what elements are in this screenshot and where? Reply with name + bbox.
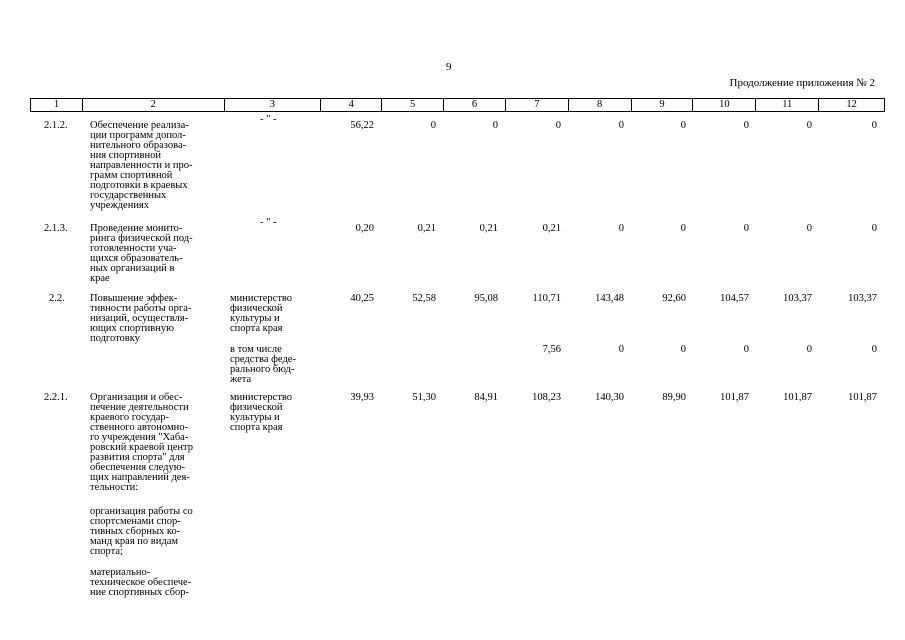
row-name: Обеспечение реализа- ции программ допол- нительного образова- ния спортивной направленности и про- грамм спортивной подготовки в краевых государственных учреждениях [90, 120, 193, 211]
value-col-12: 0 [871, 120, 877, 131]
table-header [30, 98, 885, 112]
value-col-5: 51,30 [412, 392, 436, 403]
sub-value-col-8: 0 [618, 344, 624, 355]
value-col-7: 110,71 [532, 293, 561, 304]
value-col-10: 104,57 [720, 293, 749, 304]
row-name: Проведение монито- ринга физической под- готовленности уча- щихся образователь- ных организаций в крае [90, 223, 193, 284]
value-col-8: 0 [618, 223, 624, 234]
value-col-8: 143,48 [595, 293, 624, 304]
value-col-6: 0 [492, 120, 498, 131]
value-col-11: 103,37 [783, 293, 812, 304]
row-executor: министерство физической культуры и спорта края [230, 293, 293, 334]
row-executor: министерство физической культуры и спорта края [230, 392, 293, 433]
value-col-10: 0 [743, 223, 749, 234]
header-col-6: 6 [444, 99, 506, 111]
value-col-12: 101,87 [848, 392, 877, 403]
header-col-5: 5 [382, 99, 444, 111]
sub-value-col-10: 0 [743, 344, 749, 355]
sub-item: материально- техническое обеспече- ние спортивных сбор- [90, 567, 192, 598]
header-col-9: 9 [632, 99, 694, 111]
header-col-12: 12 [846, 98, 857, 110]
value-col-4: 40,25 [350, 293, 374, 304]
value-col-4: 56,22 [350, 120, 374, 131]
header-col-10: 10 [693, 99, 756, 111]
header-col-7: 7 [506, 99, 569, 111]
value-col-8: 140,30 [595, 392, 624, 403]
header-col-2: 2 [83, 99, 225, 111]
row-name: Организация и обес- печение деятельности краевого государ- ственного автономно- го учреждения "Хаба- ровский краевой центр развития спорта" для обеспечения следую- щих направлений дея- тельности: [90, 392, 193, 493]
row-executor: - " - [260, 114, 277, 125]
value-col-12: 0 [871, 223, 877, 234]
value-col-10: 0 [743, 120, 749, 131]
value-col-5: 0,21 [417, 223, 436, 234]
header-col-3: 3 [225, 99, 322, 111]
value-col-9: 92,60 [662, 293, 686, 304]
value-col-7: 108,23 [532, 392, 561, 403]
row-code: 2.1.2. [44, 120, 68, 131]
sub-value-col-12: 0 [871, 344, 877, 355]
sub-value-col-11: 0 [806, 344, 812, 355]
row-code: 2.2. [49, 293, 65, 304]
value-col-10: 101,87 [720, 392, 749, 403]
row-sub-executor: в том числе средства феде- рального бюд- жета [230, 344, 296, 385]
row-code: 2.2.1. [44, 392, 68, 403]
row-name: Повышение эффек- тивности работы орга- низаций, осуществля- ющих спортивную подготовку [90, 293, 192, 344]
value-col-9: 0 [680, 120, 686, 131]
sub-value-col-9: 0 [680, 344, 686, 355]
value-col-5: 52,58 [412, 293, 436, 304]
row-code: 2.1.3. [44, 223, 68, 234]
header-col-11: 11 [756, 99, 819, 111]
sub-value-col-7: 7,56 [542, 344, 561, 355]
value-col-6: 95,08 [474, 293, 498, 304]
header-col-1: 1 [31, 99, 83, 111]
continuation-label: Продолжение приложения № 2 [729, 77, 875, 89]
value-col-11: 0 [806, 223, 812, 234]
value-col-12: 103,37 [848, 293, 877, 304]
value-col-7: 0,21 [542, 223, 561, 234]
header-col-8: 8 [569, 99, 632, 111]
value-col-9: 0 [680, 223, 686, 234]
sub-item: организация работы со спортсменами спор- тивных сборных ко- манд края по видам спорта; [90, 506, 193, 557]
value-col-4: 0,20 [355, 223, 374, 234]
header-col-4: 4 [321, 99, 382, 111]
value-col-6: 0,21 [479, 223, 498, 234]
value-col-5: 0 [430, 120, 436, 131]
value-col-7: 0 [555, 120, 561, 131]
row-executor: - " - [260, 217, 277, 228]
value-col-9: 89,90 [662, 392, 686, 403]
value-col-4: 39,93 [350, 392, 374, 403]
value-col-11: 0 [806, 120, 812, 131]
value-col-6: 84,91 [474, 392, 498, 403]
value-col-11: 101,87 [783, 392, 812, 403]
value-col-8: 0 [618, 120, 624, 131]
page-number: 9 [446, 61, 452, 73]
